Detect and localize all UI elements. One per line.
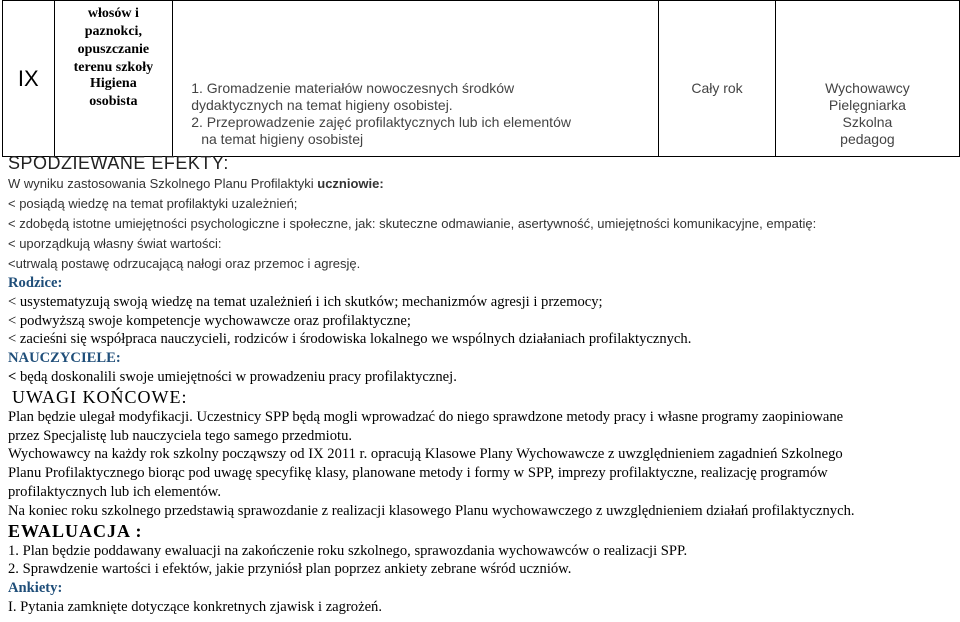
responsible-line: Szkolna [842, 114, 893, 130]
parent-effect: < usystematyzują swoją wiedzę na temat uzależnień i ich skutków; mechanizmów agresji i przemocy; [8, 293, 603, 310]
parent-effect: < zacieśni się współpraca nauczycieli, rodziców i środowiska lokalnego we wspólnych działaniach profilaktycznych. [8, 331, 692, 348]
teacher-mark: < [8, 368, 17, 385]
document-body [8, 152, 958, 617]
surveys-line: I. Pytania zamknięte dotyczące konkretnych zjawisk i zagrożeń. [8, 598, 383, 615]
final-line: Wychowawcy na każdy rok szkolny począwszy od IX 2011 r. opracują Klasowe Plany Wychowawcze z uwzględnieniem zagadnień Szkolnego [8, 446, 843, 463]
final-line: Planu Profilaktycznego biorąc pod uwagę specyfikę klasy, planowane metody i formy w SPP, imprezy profilaktyczne, realizację programów [8, 465, 828, 482]
task-line: dydaktycznych na temat higieny osobistej. [191, 97, 453, 113]
surveys-heading: Ankiety: [8, 580, 63, 597]
task-line: 1. Gromadzenie materiałów nowoczesnych środków [191, 80, 515, 96]
parent-effect: < podwyższą swoje kompetencje wychowawcze oraz profilaktyczne; [8, 312, 411, 329]
evaluation-heading: EWALUACJA : [8, 520, 143, 541]
area-text: paznokci, [84, 24, 142, 39]
teacher-text: będą doskonalili swoje umiejętności w prowadzeniu pracy profilaktycznej. [16, 368, 457, 385]
task-line: na temat higieny osobistej [201, 131, 364, 147]
expected-effects-heading: SPODZIEWANE EFEKTY: [8, 153, 229, 173]
teachers-heading: NAUCZYCIELE: [8, 350, 121, 367]
intro-text: W wyniku zastosowania Szkolnego Planu Profilaktyki [8, 176, 318, 191]
parents-heading: Rodzice: [8, 275, 63, 291]
expected-intro [8, 174, 958, 194]
teacher-effect [8, 368, 958, 387]
intro-bold: uczniowie: [317, 176, 384, 191]
tasks-cell [173, 1, 659, 157]
final-line: Na koniec roku szkolnego przedstawią sprawozdanie z realizacji klasowego Planu wychowawczego z uwzględnieniem działań profilaktycznych. [8, 502, 855, 519]
area-text: osobista [89, 94, 138, 109]
student-effect: < posiądą wiedzę na temat profilaktyki uzależnień; [8, 196, 298, 211]
final-line: profilaktycznych lub ich elementów. [8, 483, 222, 500]
final-remarks-heading: UWAGI KOŃCOWE: [12, 386, 188, 407]
student-effect: < zdobędą istotne umiejętności psychologiczne i społeczne, jak: skuteczne odmawianie, asertywność, umiejętności komunikacyjne, empatię: [8, 216, 817, 231]
area-text: włosów i [87, 6, 139, 21]
plan-table [2, 0, 960, 157]
area-text: opuszczanie [77, 42, 150, 57]
responsible-line: Wychowawcy [825, 80, 910, 96]
evaluation-line: 2. Sprawdzenie wartości i efektów, jakie przyniósł plan poprzez ankiety zebrane wśród uczniów. [8, 561, 572, 578]
area-cell [54, 1, 173, 157]
responsible-line: pedagog [840, 131, 895, 147]
evaluation-line: 1. Plan będzie poddawany ewaluacji na zakończenie roku szkolnego, sprawozdania wychowawców o realizacji SPP. [8, 542, 688, 559]
responsible-cell [775, 1, 959, 157]
area-text: terenu szkoły [73, 60, 154, 75]
row-number: IX [3, 1, 55, 157]
student-effect: < uporządkują własny świat wartości: [8, 236, 222, 251]
term-cell: Cały rok [659, 1, 776, 157]
responsible-line: Pielęgniarka [828, 97, 906, 113]
student-effect: <utrwalą postawę odrzucającą nałogi oraz przemoc i agresję. [8, 256, 361, 271]
final-line: Plan będzie ulegał modyfikacji. Uczestnicy SPP będą mogli wprowadzać do niego sprawdzone metody pracy i własne programy zaopiniowane [8, 408, 844, 425]
table-row [3, 1, 960, 157]
final-line: przez Specjalistę lub nauczyciela tego samego przedmiotu. [8, 427, 353, 444]
area-text: Higiena [90, 76, 137, 91]
task-line: 2. Przeprowadzenie zajęć profilaktycznych lub ich elementów [191, 114, 571, 130]
